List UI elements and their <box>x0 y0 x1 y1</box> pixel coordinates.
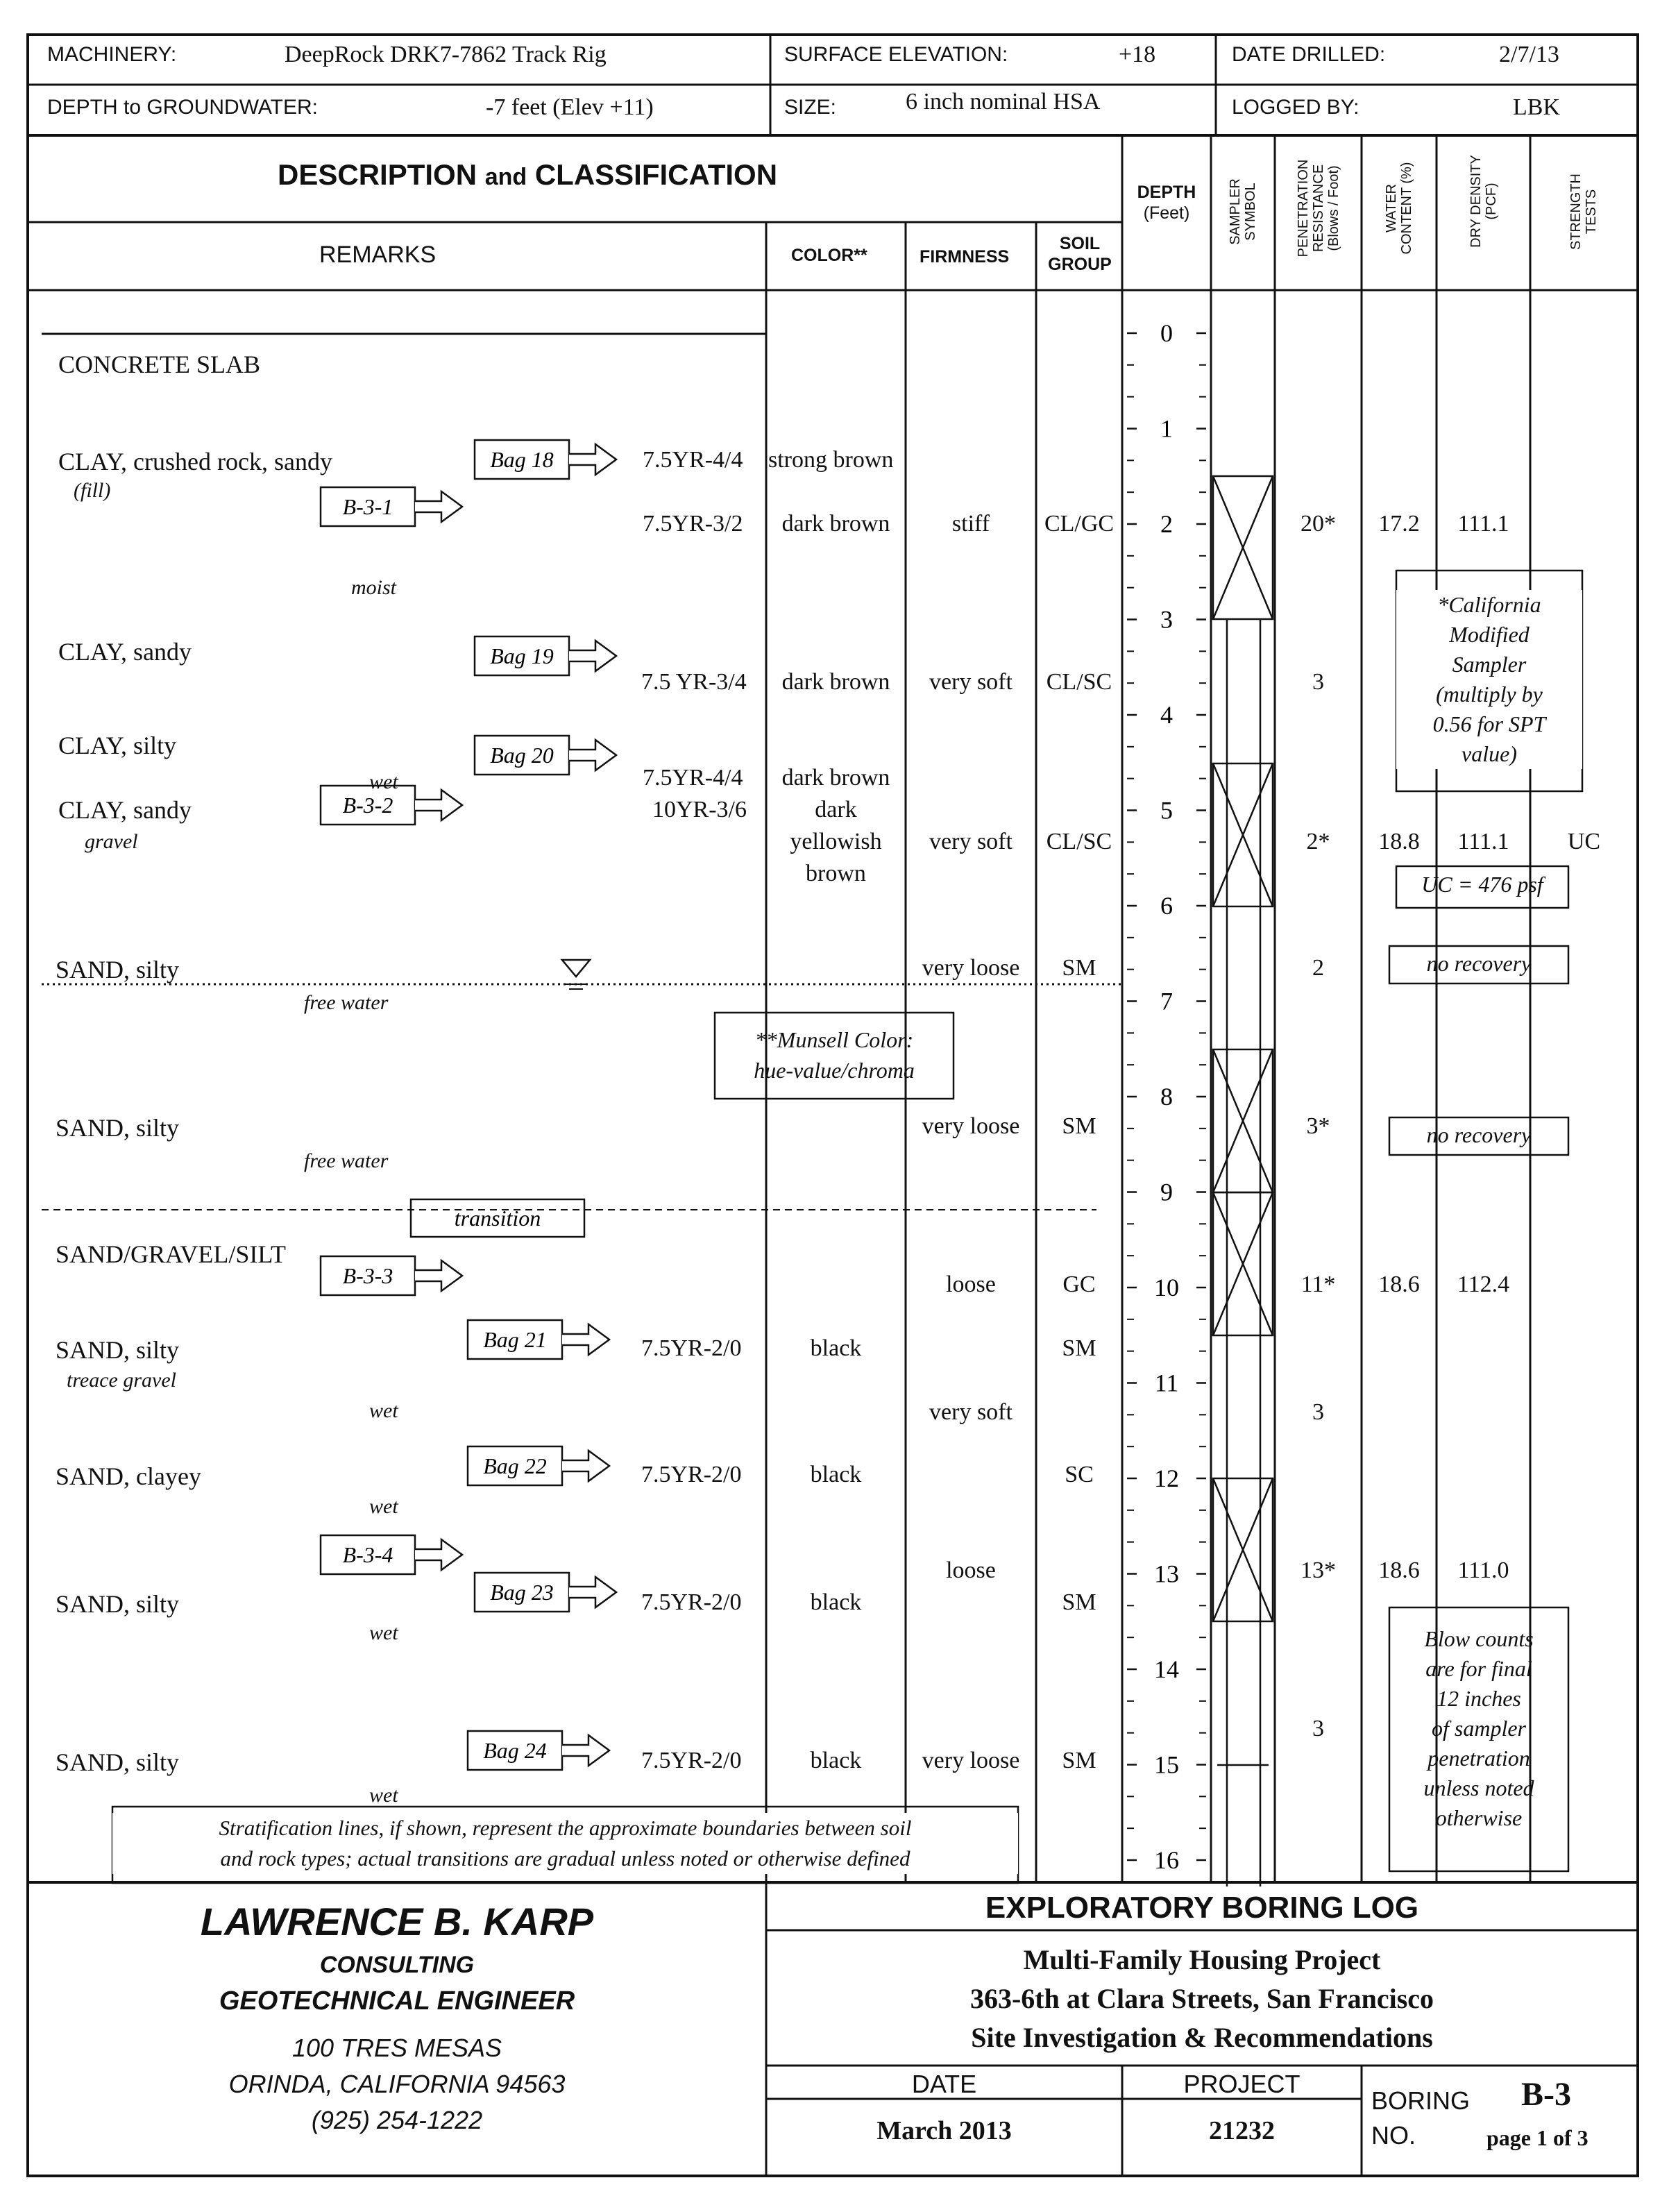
water-content-header <box>1384 162 1414 255</box>
arrow-icon <box>415 790 462 820</box>
dry-density-value: 111.0 <box>1457 1557 1509 1583</box>
layer-note: free water <box>304 1149 389 1172</box>
sample-tag-label: B-3-3 <box>342 1263 393 1288</box>
layer-note: wet <box>369 770 398 793</box>
soil-group-value: CL/SC <box>1046 829 1112 854</box>
depth-tick-label: 11 <box>1154 1369 1179 1397</box>
munsell-value: 10YR-3/6 <box>652 797 747 822</box>
layer-note: free water <box>304 991 389 1014</box>
note-line: and rock types; actual transitions are gradual unless noted or otherwise defined <box>220 1846 910 1871</box>
density-header-2: (PCF) <box>1484 183 1499 220</box>
munsell-value: 7.5YR-2/0 <box>641 1462 742 1487</box>
sample-tag-b-3-3 <box>321 1256 462 1295</box>
layer-note: treace gravel <box>67 1369 176 1392</box>
project-name: Multi-Family Housing Project <box>1023 1944 1381 1975</box>
layer-description: CLAY, sandy <box>58 796 192 824</box>
logged-by-label: LOGGED BY: <box>1232 96 1359 119</box>
note-line: Sampler <box>1452 652 1527 677</box>
note-line: 0.56 for SPT <box>1432 711 1546 736</box>
layer-note: wet <box>369 1621 398 1644</box>
soil-group-header-1: SOIL <box>1059 234 1101 253</box>
note-line: Stratification lines, if shown, represent the approximate boundaries between soil <box>219 1816 912 1840</box>
penetration-header-1: PENETRATION <box>1296 159 1311 257</box>
layer-description: SAND, silty <box>56 1590 180 1618</box>
arrow-icon <box>569 641 616 671</box>
water-header-1: WATER <box>1384 184 1399 233</box>
layer-note: moist <box>351 576 397 599</box>
date-value: March 2013 <box>876 2116 1012 2145</box>
layer-description: CLAY, crushed rock, sandy <box>58 448 332 475</box>
layer-note: wet <box>369 1495 398 1518</box>
dry-density-value: 111.1 <box>1457 829 1509 854</box>
strength-header-1: STRENGTH <box>1568 174 1584 250</box>
project-scope: Site Investigation & Recommendations <box>971 2022 1433 2053</box>
log-title: EXPLORATORY BORING LOG <box>985 1891 1419 1925</box>
soil-group-value: GC <box>1062 1272 1096 1297</box>
soil-group-value: SM <box>1062 1589 1096 1615</box>
color-value: black <box>810 1462 862 1487</box>
layer-note: wet <box>369 1399 398 1422</box>
layer-description: SAND, silty <box>56 1336 180 1364</box>
arrow-icon <box>415 1260 462 1291</box>
munsell-value: 7.5YR-2/0 <box>641 1335 742 1361</box>
water-header-2: CONTENT (%) <box>1399 162 1414 255</box>
note-line: are for final <box>1425 1656 1532 1681</box>
desc-title-main: DESCRIPTION <box>278 158 477 191</box>
desc-title-end: CLASSIFICATION <box>534 158 778 191</box>
sample-tag-bag-21 <box>468 1320 609 1359</box>
note-line: otherwise <box>1435 1805 1523 1830</box>
transition-label: transition <box>454 1206 541 1231</box>
stratification-note <box>112 1813 1018 1874</box>
penetration-header-2: RESISTANCE <box>1311 164 1326 253</box>
depth-tick-label: 8 <box>1160 1083 1173 1111</box>
dry-density-header <box>1468 155 1499 248</box>
arrow-icon <box>562 1324 609 1355</box>
soil-group-header-2: GROUP <box>1048 255 1112 274</box>
density-header-1: DRY DENSITY <box>1468 155 1484 248</box>
penetration-value: 13* <box>1301 1557 1336 1583</box>
layer-description: SAND, silty <box>56 1748 180 1776</box>
color-value: dark brown <box>781 669 890 695</box>
penetration-header-3: (Blows / Foot) <box>1326 165 1341 251</box>
firmness-value: very soft <box>929 829 1013 854</box>
soil-group-value: CL/GC <box>1044 511 1115 537</box>
color-value: dark brown <box>781 511 890 537</box>
note-line: Modified <box>1449 622 1530 647</box>
soil-group-value: SM <box>1062 1113 1096 1139</box>
munsell-value: 7.5YR-4/4 <box>643 447 743 473</box>
note-line: of sampler <box>1432 1716 1526 1741</box>
surface-elevation-value: +18 <box>1119 42 1156 67</box>
page-number: page 1 of 3 <box>1486 2125 1588 2150</box>
sample-tag-bag-20 <box>475 736 616 775</box>
depth-tick-label: 1 <box>1160 414 1173 443</box>
strength-header-2: TESTS <box>1584 189 1599 235</box>
layer-description: SAND/GRAVEL/SILT <box>56 1240 287 1268</box>
sample-tag-bag-18 <box>475 440 616 479</box>
sample-tag-label: Bag 22 <box>483 1453 547 1478</box>
sample-tag-label: B-3-2 <box>342 793 393 818</box>
depth-tick-label: 16 <box>1154 1846 1179 1874</box>
depth-tick-label: 6 <box>1160 892 1173 920</box>
dry-density-value: 112.4 <box>1457 1272 1510 1297</box>
firm-name: LAWRENCE B. KARP <box>200 1900 594 1943</box>
sampler-header-1: SAMPLER <box>1228 178 1243 245</box>
strength-test-value: UC <box>1567 829 1601 854</box>
firmness-value: loose <box>946 1557 996 1583</box>
sample-tag-b-3-4 <box>321 1535 462 1574</box>
arrow-icon <box>415 1539 462 1570</box>
penetration-value: 2 <box>1312 955 1324 981</box>
depth-tick-label: 15 <box>1154 1750 1179 1779</box>
penetration-value: 11* <box>1301 1272 1336 1297</box>
depth-tick-label: 12 <box>1154 1464 1179 1492</box>
no-recovery-note: no recovery <box>1426 1122 1532 1147</box>
logged-by-value: LBK <box>1513 94 1560 120</box>
size-label: SIZE: <box>784 96 837 119</box>
munsell-value: 7.5YR-4/4 <box>643 765 743 791</box>
penetration-value: 3 <box>1312 1716 1324 1741</box>
color-value: brown <box>806 861 866 886</box>
penetration-value: 3* <box>1306 1113 1330 1139</box>
sample-tag-bag-24 <box>468 1731 609 1770</box>
soil-group-value: SC <box>1065 1462 1094 1487</box>
munsell-value: 7.5YR-3/2 <box>643 511 743 537</box>
color-value: yellowish <box>790 829 882 854</box>
firmness-header: FIRMNESS <box>920 247 1010 267</box>
note-line: hue-value/chroma <box>754 1058 915 1083</box>
layer-description: CLAY, silty <box>58 732 177 759</box>
depth-tick-label: 7 <box>1160 987 1173 1015</box>
penetration-resistance-header <box>1296 160 1341 257</box>
munsell-value: 7.5YR-2/0 <box>641 1589 742 1615</box>
sampler-symbol-header <box>1228 178 1258 245</box>
groundwater-value: -7 feet (Elev +11) <box>486 94 654 120</box>
layer-note: (fill) <box>74 479 111 502</box>
firmness-value: very loose <box>922 1113 1020 1139</box>
color-value: dark <box>815 797 857 822</box>
layer-note: gravel <box>85 830 138 853</box>
penetration-value: 20* <box>1301 511 1336 537</box>
description-classification-title <box>278 158 777 192</box>
arrow-icon <box>569 444 616 475</box>
sample-tag-label: B-3-1 <box>342 494 393 519</box>
water-content-value: 17.2 <box>1378 511 1420 537</box>
depth-tick-label: 14 <box>1154 1655 1179 1683</box>
depth-tick-label: 10 <box>1154 1274 1179 1301</box>
sample-tag-label: B-3-4 <box>342 1542 393 1567</box>
soil-group-value: SM <box>1062 955 1096 981</box>
color-value: dark brown <box>781 765 890 791</box>
size-value: 6 inch nominal HSA <box>906 89 1101 115</box>
firm-consulting: CONSULTING <box>319 1952 475 1978</box>
depth-tick-label: 0 <box>1160 319 1173 347</box>
layer-description: SAND, silty <box>56 956 180 983</box>
depth-tick-label: 5 <box>1160 796 1173 825</box>
layer-note: wet <box>369 1784 398 1803</box>
layer-description: CLAY, sandy <box>58 638 192 666</box>
firm-address-1: 100 TRES MESAS <box>291 2034 502 2062</box>
munsell-value: 7.5YR-2/0 <box>641 1748 742 1773</box>
note-line: Blow counts <box>1424 1626 1534 1651</box>
penetration-value: 2* <box>1306 829 1330 854</box>
project-number: 21232 <box>1209 2116 1275 2145</box>
soil-group-value: CL/SC <box>1046 669 1112 695</box>
penetration-value: 3 <box>1312 1399 1324 1425</box>
layer-description: SAND, silty <box>56 1114 180 1142</box>
munsell-color-note <box>715 1024 954 1086</box>
note-line: value) <box>1462 741 1517 766</box>
color-value: strong brown <box>768 447 894 473</box>
sample-tag-label: Bag 18 <box>490 447 554 472</box>
boring-no-label: NO. <box>1371 2121 1416 2150</box>
sample-tag-b-3-1 <box>321 487 462 526</box>
date-drilled-value: 2/7/13 <box>1499 42 1559 67</box>
boring-number: B-3 <box>1521 2076 1571 2113</box>
layer-description: SAND, clayey <box>56 1462 201 1490</box>
date-drilled-label: DATE DRILLED: <box>1232 43 1386 66</box>
arrow-icon <box>569 740 616 770</box>
firm-address-2: ORINDA, CALIFORNIA 94563 <box>228 2070 566 2098</box>
note-line: penetration <box>1427 1746 1530 1771</box>
color-header: COLOR** <box>791 246 867 265</box>
soil-group-header <box>1038 233 1121 275</box>
desc-title-and: and <box>484 164 527 190</box>
arrow-icon <box>562 1735 609 1766</box>
note-line: unless noted <box>1423 1775 1534 1800</box>
date-label: DATE <box>911 2070 977 2098</box>
depth-tick-label: 2 <box>1160 510 1173 538</box>
color-value: black <box>810 1748 862 1773</box>
firmness-value: stiff <box>951 511 990 537</box>
depth-header <box>1124 182 1209 223</box>
firmness-value: very loose <box>922 1748 1020 1773</box>
strength-tests-header <box>1568 174 1599 250</box>
note-line: (multiply by <box>1436 682 1543 707</box>
depth-tick-label: 13 <box>1154 1560 1179 1588</box>
sample-tag-label: Bag 20 <box>490 743 554 768</box>
groundwater-label: DEPTH to GROUNDWATER: <box>47 96 319 119</box>
firmness-value: loose <box>946 1272 996 1297</box>
arrow-icon <box>562 1451 609 1481</box>
sample-tag-label: Bag 21 <box>483 1327 547 1352</box>
project-address: 363-6th at Clara Streets, San Francisco <box>969 1983 1434 2014</box>
depth-tick-label: 3 <box>1160 605 1173 634</box>
firm-title: GEOTECHNICAL ENGINEER <box>219 1986 575 2016</box>
sample-tag-label: Bag 23 <box>490 1580 554 1605</box>
layer-description: CONCRETE SLAB <box>58 351 261 378</box>
machinery-value: DeepRock DRK7-7862 Track Rig <box>285 42 607 67</box>
penetration-value: 3 <box>1312 669 1324 695</box>
soil-group-value: SM <box>1062 1335 1096 1361</box>
water-content-value: 18.6 <box>1378 1272 1420 1297</box>
surface-elevation-label: SURFACE ELEVATION: <box>784 43 1008 66</box>
firmness-value: very soft <box>929 669 1013 695</box>
depth-header-2: (Feet) <box>1143 203 1190 223</box>
sample-tag-bag-22 <box>468 1446 609 1485</box>
sample-tag-bag-23 <box>475 1573 616 1612</box>
arrow-icon <box>569 1577 616 1607</box>
water-content-value: 18.8 <box>1378 829 1420 854</box>
water-content-value: 18.6 <box>1378 1557 1420 1583</box>
depth-tick-label: 4 <box>1160 701 1173 729</box>
note-line: 12 inches <box>1437 1686 1521 1711</box>
machinery-label: MACHINERY: <box>47 43 177 66</box>
uc-note: UC = 476 psf <box>1421 872 1543 897</box>
remarks-header: REMARKS <box>319 242 437 268</box>
boring-label: BORING <box>1371 2086 1471 2115</box>
munsell-value: 7.5 YR-3/4 <box>641 669 747 695</box>
depth-header-1: DEPTH <box>1137 183 1196 202</box>
arrow-icon <box>415 491 462 522</box>
blow-counts-note <box>1389 1624 1568 1833</box>
note-line: *California <box>1437 592 1541 617</box>
sample-tag-label: Bag 24 <box>483 1738 547 1763</box>
color-value: black <box>810 1589 862 1615</box>
sample-tag-label: Bag 19 <box>490 643 554 668</box>
firmness-value: very soft <box>929 1399 1013 1425</box>
color-value: black <box>810 1335 862 1361</box>
sample-tag-bag-19 <box>475 636 616 675</box>
sampler-header-2: SYMBOL <box>1243 183 1258 241</box>
soil-group-value: SM <box>1062 1748 1096 1773</box>
depth-tick-label: 9 <box>1160 1178 1173 1206</box>
california-sampler-note <box>1396 590 1582 769</box>
firmness-value: very loose <box>922 955 1020 981</box>
no-recovery-note: no recovery <box>1426 951 1532 976</box>
dry-density-value: 111.1 <box>1457 511 1509 537</box>
note-line: **Munsell Color: <box>754 1027 914 1052</box>
project-label: PROJECT <box>1183 2070 1301 2098</box>
firm-phone: (925) 254-1222 <box>311 2106 483 2134</box>
